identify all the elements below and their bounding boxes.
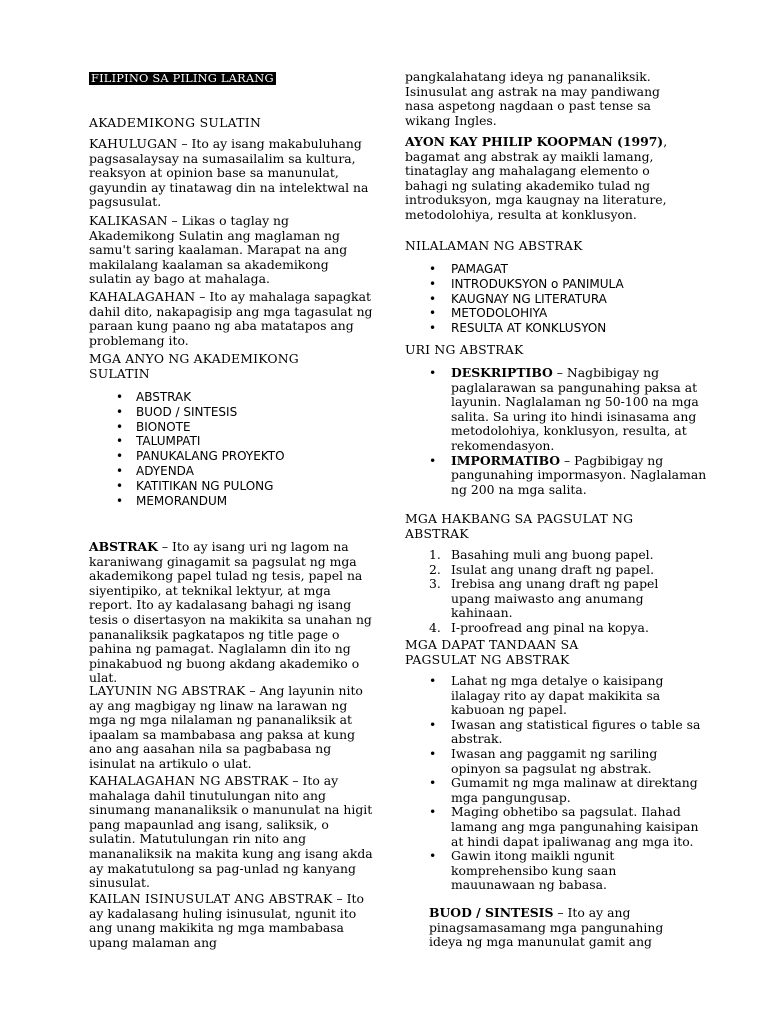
nilalaman-list: [405, 262, 705, 336]
abstrak-text: – Ito ay isang uri ng lagom na karaniwang ginagamit sa pagsulat ng mga akademikong papel tulad ng tesis, papel na siyentipiko, at teknikal lektyur, at mga report. Ito ay kadalasang bahagi ng isang tesis o disertasyon na makikita sa unahan ng pananaliksik pagkatapos ng title page o pahina ng pamagat. Naglalamn din ito ng pinakabuod ng buong akdang akademiko o ulat.: [89, 539, 372, 686]
list-item: • PAMAGAT: [405, 262, 705, 277]
step-number: 1.: [429, 547, 441, 562]
abstrak-paragraph: [89, 540, 374, 686]
kahalagahan-text: – Ito ay mahalaga sapagkat dahil dito, nakapagisip ang mga tagasulat ng paraan kung paano ng aba matatapos ang problemang ito.: [89, 289, 373, 348]
kalikasan-paragraph: [89, 214, 374, 287]
abstrak-term: ABSTRAK: [89, 539, 158, 554]
list-item: • Maging obhetibo sa pagsulat. Ilahad lamang ang mga pangunahing kaisipan at hindi dapat ipaliwanag ang mga ito.: [405, 805, 703, 849]
anyo-list: [109, 390, 369, 508]
list-item: • RESULTA AT KONKLUSYON: [405, 321, 705, 336]
uri-term: IMPORMATIBO: [451, 452, 561, 468]
step-number: 3.: [429, 576, 441, 592]
kalikasan-text: – Likas o taglay ng Akademikong Sulatin ang maglaman ng samu't saring kaalaman. Marapat na ang makilalang kaalaman sa akademikong sulatin ay bago at mahalaga.: [89, 213, 348, 287]
tandaan-list: [405, 674, 703, 893]
layunin-paragraph: [89, 684, 377, 772]
koopman-term: AYON KAY PHILIP KOOPMAN (1997): [405, 134, 664, 149]
uri-term: DESKRIPTIBO: [451, 365, 553, 380]
koopman-paragraph: [405, 135, 677, 223]
uri-text: – Nagbibigay ng paglalarawan sa pangunahing paksa at layunin. Naglalaman ng 50-100 na mga salita. Sa uring ito hindi isinasama ang metodolohiya, konklusyon, resulta, at rekomendasyon.: [451, 365, 699, 453]
kahalagahan-abstrak-text: – Ito ay mahalaga dahil tinutulungan nito ang sinumang mananaliksik o manunulat na higit pang mapaunlad ang isang, saliksik, o sulatin. Matutulungan rin nito ang mananaliksik na makita kung ang isang akda ay makatutulong sa pag-unlad ng kanyang sinusulat.: [89, 773, 373, 891]
kailan-text: – Ito ay kadalasang huling isinusulat, ngunit ito ang unang makikita ng mga mambabasa upang malaman ang: [89, 891, 364, 950]
list-item: • METODOLOHIYA: [405, 306, 705, 321]
hakbang-heading: MGA HAKBANG SA PAGSULAT NG ABSTRAK: [405, 511, 634, 541]
step-text: Isulat ang unang draft ng papel.: [451, 561, 655, 577]
buod-term: BUOD / SINTESIS: [429, 905, 554, 920]
step-text: Irebisa ang unang draft ng papel upang maiwasto ang anumang kahinaan.: [451, 576, 659, 621]
list-item: • INTRODUKSYON o PANIMULA: [405, 277, 705, 292]
list-item: • Iwasan ang statistical figures o table sa abstrak.: [405, 718, 703, 747]
uri-item: [405, 454, 710, 498]
list-item: • ADYENDA: [109, 464, 369, 479]
list-item: • KAUGNAY NG LITERATURA: [405, 292, 705, 307]
kailan-term: KAILAN ISINUSULAT ANG ABSTRAK: [89, 891, 333, 906]
hakbang-list: [405, 548, 695, 636]
kahalagahan-term: KAHALAGAHAN: [89, 289, 196, 304]
list-item: • BIONOTE: [109, 420, 369, 435]
buod-paragraph: [429, 906, 699, 950]
step-item: [405, 563, 695, 578]
section-title: AKADEMIKONG SULATIN: [89, 115, 262, 130]
kalikasan-term: KALIKASAN: [89, 213, 168, 228]
uri-item: [405, 366, 710, 454]
layunin-text: – Ang layunin nito ay ang magbigay ng linaw na larawan ng mga ng mga nilalaman ng pananaliksik at ipaalam sa mambabasa ang paksa at kung ano ang aasahan nila sa pagbabasa ng isinulat na artikulo o ulat.: [89, 683, 363, 771]
step-text: Basahing muli ang buong papel.: [451, 547, 654, 562]
document-title: FILIPINO SA PILING LARANG: [91, 71, 274, 85]
list-item: • Gawin itong maikli ngunit komprehensibo kung saan mauunawaan ng babasa.: [405, 849, 703, 893]
layunin-term: LAYUNIN NG ABSTRAK: [89, 683, 246, 698]
uri-text: – Pagbibigay ng pangunahing impormasyon. Naglalaman ng 200 na mga salita.: [451, 452, 707, 497]
step-number: 2.: [429, 561, 441, 577]
step-item: [405, 548, 695, 563]
list-item: • BUOD / SINTESIS: [109, 405, 369, 420]
nilalaman-heading: NILALAMAN NG ABSTRAK: [405, 238, 583, 253]
uri-heading: URI NG ABSTRAK: [405, 342, 524, 357]
tandaan-heading: MGA DAPAT TANDAAN SA PAGSULAT NG ABSTRAK: [405, 637, 579, 667]
continuation-paragraph: pangkalahatang ideya ng pananaliksik. Isinusulat ang astrak na may pandiwang nasa aspetong nagdaan o past tense sa wikang Ingles.: [405, 69, 660, 128]
step-item: [405, 577, 695, 621]
step-text: I-proofread ang pinal na kopya.: [451, 619, 649, 635]
list-item: • PANUKALANG PROYEKTO: [109, 449, 369, 464]
buod-text: – Ito ay ang pinagsamasamang mga pangunahing ideya ng mga manunulat gamit ang: [429, 905, 664, 950]
kahalagahan-paragraph: [89, 290, 374, 348]
kahulugan-text: – Ito ay isang makabuluhang pagsasalaysay na sumasailalim sa kultura, reaksyon at opinion base sa manunulat, gayundin ay tinatawag din na intelektwal na pagsusulat.: [89, 136, 369, 210]
kahulugan-term: KAHULUGAN: [89, 136, 178, 151]
step-item: [405, 621, 695, 636]
list-item: • Iwasan ang paggamit ng sariling opinyon sa pagsulat ng abstrak.: [405, 747, 703, 776]
list-item: • Lahat ng mga detalye o kaisipang ilalagay rito ay dapat makikita sa kabuoan ng papel.: [405, 674, 703, 718]
list-item: • MEMORANDUM: [109, 494, 369, 509]
list-item: • Gumamit ng mga malinaw at direktang mga pangungusap.: [405, 776, 703, 805]
step-number: 4.: [429, 619, 441, 635]
kahalagahan-abstrak-term: KAHALAGAHAN NG ABSTRAK: [89, 773, 289, 788]
koopman-text: , bagamat ang abstrak ay maikli lamang, tinataglay ang mahalagang elemento o bahagi ng sulating akademiko tulad ng introduksyon, mga kaugnay na literature, metodolohiya, resulta at konklusyon.: [405, 134, 668, 222]
list-item: • ABSTRAK: [109, 390, 369, 405]
uri-list: [405, 366, 710, 497]
kahulugan-paragraph: [89, 137, 374, 210]
list-item: • TALUMPATI: [109, 434, 369, 449]
kailan-paragraph: [89, 892, 377, 950]
list-item: • KATITIKAN NG PULONG: [109, 479, 369, 494]
kahalagahan-abstrak-paragraph: [89, 774, 377, 891]
anyo-heading: MGA ANYO NG AKADEMIKONG SULATIN: [89, 351, 299, 381]
